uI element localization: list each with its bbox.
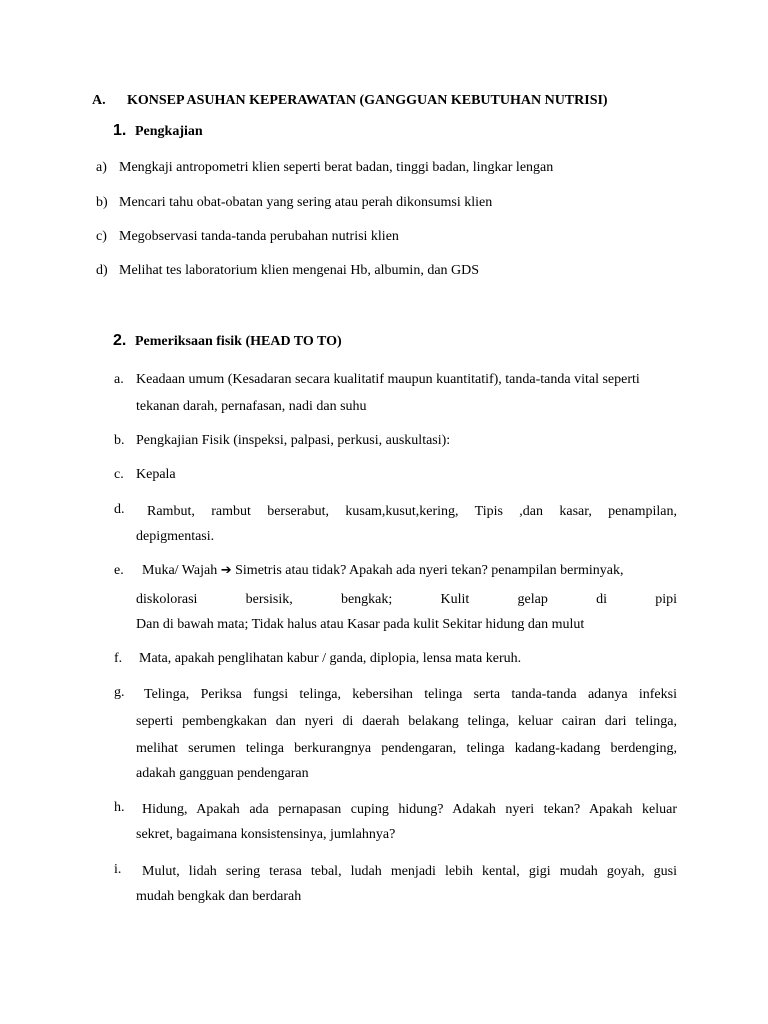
- list-item-label: c): [96, 229, 107, 244]
- heading-letter: A.: [92, 93, 106, 108]
- list-item-label: g.: [114, 685, 125, 700]
- list-item-text: tekanan darah, pernafasan, nadi dan suhu: [136, 399, 367, 414]
- list-item-label: b.: [114, 433, 125, 448]
- list-item-text: depigmentasi.: [136, 529, 215, 544]
- list-item-label: h.: [114, 800, 125, 815]
- list-item-label: a): [96, 160, 107, 175]
- list-item-text: Muka/ Wajah: [142, 563, 218, 578]
- section-2-number: 2.: [113, 332, 127, 349]
- list-item-text: Mengkaji antropometri klien seperti berat badan, tinggi badan, lingkar lengan: [119, 160, 554, 175]
- list-item-label: f.: [114, 651, 123, 666]
- section-2-title: Pemeriksaan fisik (HEAD TO TO): [135, 334, 342, 349]
- list-item-text: Hidung, Apakah ada pernapasan cuping hidung? Adakah nyeri tekan? Apakah keluar: [142, 802, 677, 817]
- list-item-text: Rambut, rambut berserabut, kusam,kusut,kering, Tipis ,dan kasar, penampilan,: [147, 504, 677, 519]
- list-item-label: e.: [114, 563, 124, 578]
- list-item-text: diskolorasi bersisik, bengkak; Kulit gelap di pipi: [136, 592, 677, 607]
- list-item-label: a.: [114, 372, 124, 387]
- list-item-text: seperti pembengkakan dan nyeri di daerah belakang telinga, keluar cairan dari telinga,: [136, 714, 677, 729]
- list-item-text: adakah gangguan pendengaran: [136, 766, 309, 781]
- list-item-text: [142, 563, 624, 579]
- list-item-text: mudah bengkak dan berdarah: [136, 889, 302, 904]
- list-item-text: Mencari tahu obat-obatan yang sering atau perah dikonsumsi klien: [119, 195, 493, 210]
- list-item-text: Simetris atau tidak? Apakah ada nyeri tekan? penampilan berminyak,: [235, 563, 624, 578]
- list-item-label: d.: [114, 502, 125, 517]
- list-item-text: Kepala: [136, 467, 176, 482]
- arrow-right-icon: ➔: [220, 563, 232, 578]
- list-item-text: Pengkajian Fisik (inspeksi, palpasi, perkusi, auskultasi):: [136, 433, 451, 448]
- list-item-text: sekret, bagaimana konsistensinya, jumlahnya?: [136, 827, 396, 842]
- heading-title: KONSEP ASUHAN KEPERAWATAN (GANGGUAN KEBUTUHAN NUTRISI): [127, 93, 608, 108]
- list-item-text: melihat serumen telinga berkurangnya pendengaran, telinga kadang-kadang berdenging,: [136, 741, 677, 756]
- list-item-label: d): [96, 263, 108, 278]
- list-item-label: i.: [114, 862, 122, 877]
- list-item-text: Mata, apakah penglihatan kabur / ganda, diplopia, lensa mata keruh.: [139, 651, 522, 666]
- list-item-text: Mulut, lidah sering terasa tebal, ludah menjadi lebih kental, gigi mudah goyah, gusi: [142, 864, 677, 879]
- section-1-number: 1.: [113, 122, 127, 139]
- list-item-label: c.: [114, 467, 124, 482]
- list-item-text: Megobservasi tanda-tanda perubahan nutrisi klien: [119, 229, 399, 244]
- list-item-text: Melihat tes laboratorium klien mengenai Hb, albumin, dan GDS: [119, 263, 480, 278]
- list-item-label: b): [96, 195, 108, 210]
- list-item-text: Dan di bawah mata; Tidak halus atau Kasar pada kulit Sekitar hidung dan mulut: [136, 617, 585, 632]
- section-1-title: Pengkajian: [135, 124, 203, 139]
- list-item-text: Telinga, Periksa fungsi telinga, kebersihan telinga serta tanda-tanda adanya infeksi: [144, 687, 677, 702]
- list-item-text: Keadaan umum (Kesadaran secara kualitatif maupun kuantitatif), tanda-tanda vital seperti: [136, 372, 640, 387]
